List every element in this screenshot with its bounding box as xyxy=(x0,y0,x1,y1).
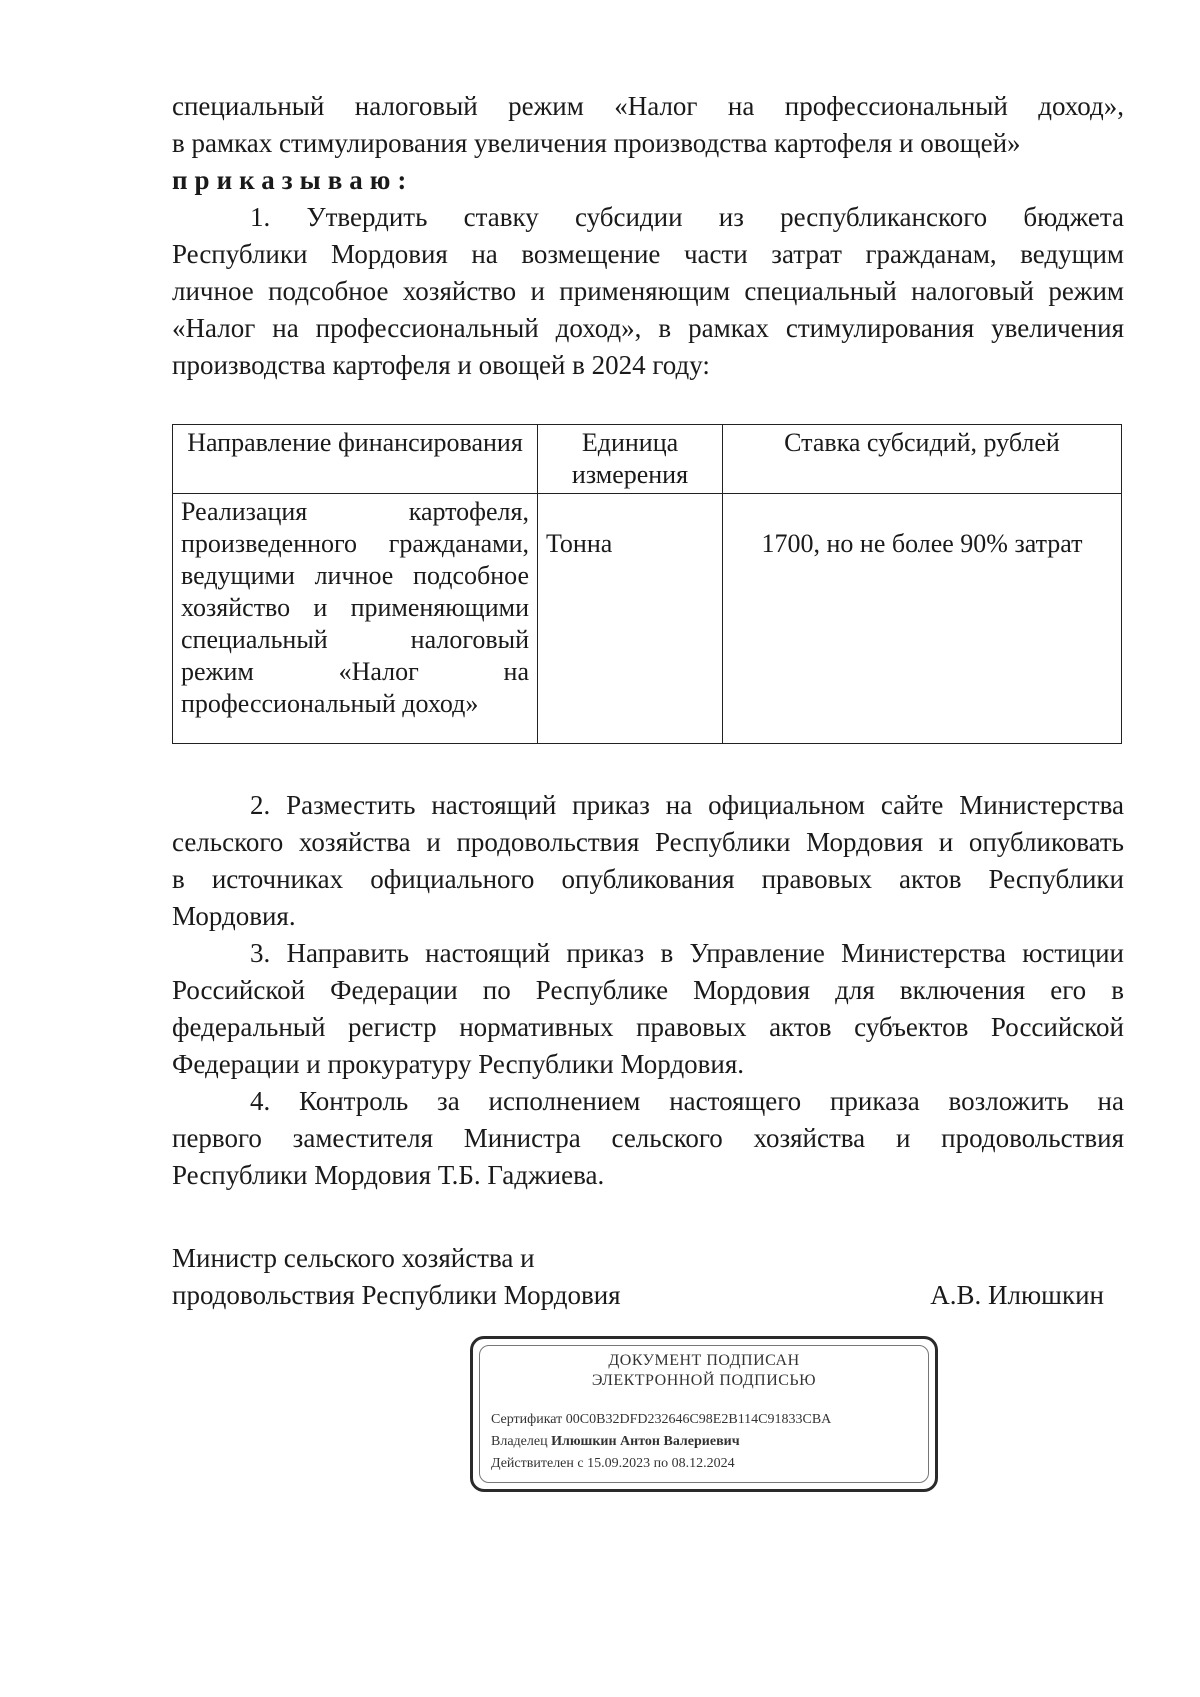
stamp-certificate-label: Сертификат xyxy=(491,1412,563,1427)
point-3-line-2: Российской Федерации по Республике Мордовия для включения его в xyxy=(172,975,1124,1005)
stamp-valid-to-prefix: по xyxy=(653,1456,669,1471)
point-1 xyxy=(172,199,1124,384)
signer-position-line-2: продовольствия Республики Мордовия xyxy=(172,1280,621,1310)
point-3-line-3: федеральный регистр нормативных правовых актов субъектов Российской xyxy=(172,1012,1124,1042)
table-header-row xyxy=(173,425,1122,494)
table-row xyxy=(173,494,1122,744)
stamp-valid-from: 15.09.2023 xyxy=(587,1456,651,1471)
header-direction: Направление финансирования xyxy=(173,425,538,494)
signer-name: А.В. Илюшкин xyxy=(930,1280,1104,1310)
cell-rate: 1700, но не более 90% затрат xyxy=(723,494,1122,744)
stamp-certificate-value: 00C0B32DFD232646C98E2B114C91833CBA xyxy=(565,1412,832,1427)
point-1-line-4: «Налог на профессиональный доход», в рамках стимулирования увеличения xyxy=(172,313,1124,343)
signer-position-line-1: Министр сельского хозяйства и xyxy=(172,1243,535,1273)
point-1-line-5: производства картофеля и овощей в 2024 году: xyxy=(172,350,710,380)
stamp-valid-from-prefix: с xyxy=(577,1456,584,1471)
electronic-signature-stamp xyxy=(470,1336,938,1492)
intro-paragraph xyxy=(172,88,1124,199)
point-4 xyxy=(172,1083,1124,1194)
point-2 xyxy=(172,787,1124,935)
point-1-line-1: 1. Утвердить ставку субсидии из республиканского бюджета xyxy=(250,202,1124,232)
point-2-line-2: сельского хозяйства и продовольствия Республики Мордовия и опубликовать xyxy=(172,827,1124,857)
stamp-owner-value: Илюшкин Антон Валериевич xyxy=(551,1434,740,1449)
point-3-line-1: 3. Направить настоящий приказ в Управление Министерства юстиции xyxy=(250,938,1124,968)
point-1-line-2: Республики Мордовия на возмещение части затрат гражданам, ведущим xyxy=(172,239,1124,269)
point-3 xyxy=(172,935,1124,1083)
stamp-validity xyxy=(491,1455,735,1473)
cell-unit: Тонна xyxy=(538,494,723,744)
header-unit: Единица измерения xyxy=(538,425,723,494)
stamp-certificate xyxy=(491,1411,831,1429)
point-4-line-2: первого заместителя Министра сельского хозяйства и продовольствия xyxy=(172,1123,1124,1153)
point-3-line-4: Федерации и прокуратуру Республики Мордовия. xyxy=(172,1049,745,1079)
signature-block xyxy=(172,1240,1124,1320)
point-1-line-3: личное подсобное хозяйство и применяющим специальный налоговый режим xyxy=(172,276,1124,306)
cell-direction: Реализация картофеля, произведенного гражданами, ведущими личное подсобное хозяйство и применяющими специальный налоговый режим «Налог на профессиональный доход» xyxy=(173,494,538,744)
stamp-title-line-1: ДОКУМЕНТ ПОДПИСАН xyxy=(608,1352,800,1369)
stamp-valid-label: Действителен xyxy=(491,1456,574,1471)
point-4-line-3: Республики Мордовия Т.Б. Гаджиева. xyxy=(172,1160,605,1190)
point-4-line-1: 4. Контроль за исполнением настоящего приказа возложить на xyxy=(250,1086,1124,1116)
stamp-valid-to: 08.12.2024 xyxy=(671,1456,735,1471)
subsidy-rate-table xyxy=(172,424,1122,744)
intro-line-2: в рамках стимулирования увеличения производства картофеля и овощей» xyxy=(172,128,1021,158)
stamp-title-line-2: ЭЛЕКТРОННОЙ ПОДПИСЬЮ xyxy=(591,1372,817,1389)
stamp-owner xyxy=(491,1433,740,1451)
order-word: приказываю: xyxy=(172,165,414,195)
stamp-title xyxy=(473,1351,935,1391)
stamp-owner-label: Владелец xyxy=(491,1434,548,1449)
point-2-line-4: Мордовия. xyxy=(172,901,296,931)
intro-line-1: специальный налоговый режим «Налог на профессиональный доход», xyxy=(172,91,1124,121)
header-rate: Ставка субсидий, рублей xyxy=(723,425,1122,494)
point-2-line-3: в источниках официального опубликования правовых актов Республики xyxy=(172,864,1124,894)
point-2-line-1: 2. Разместить настоящий приказ на официальном сайте Министерства xyxy=(250,790,1124,820)
